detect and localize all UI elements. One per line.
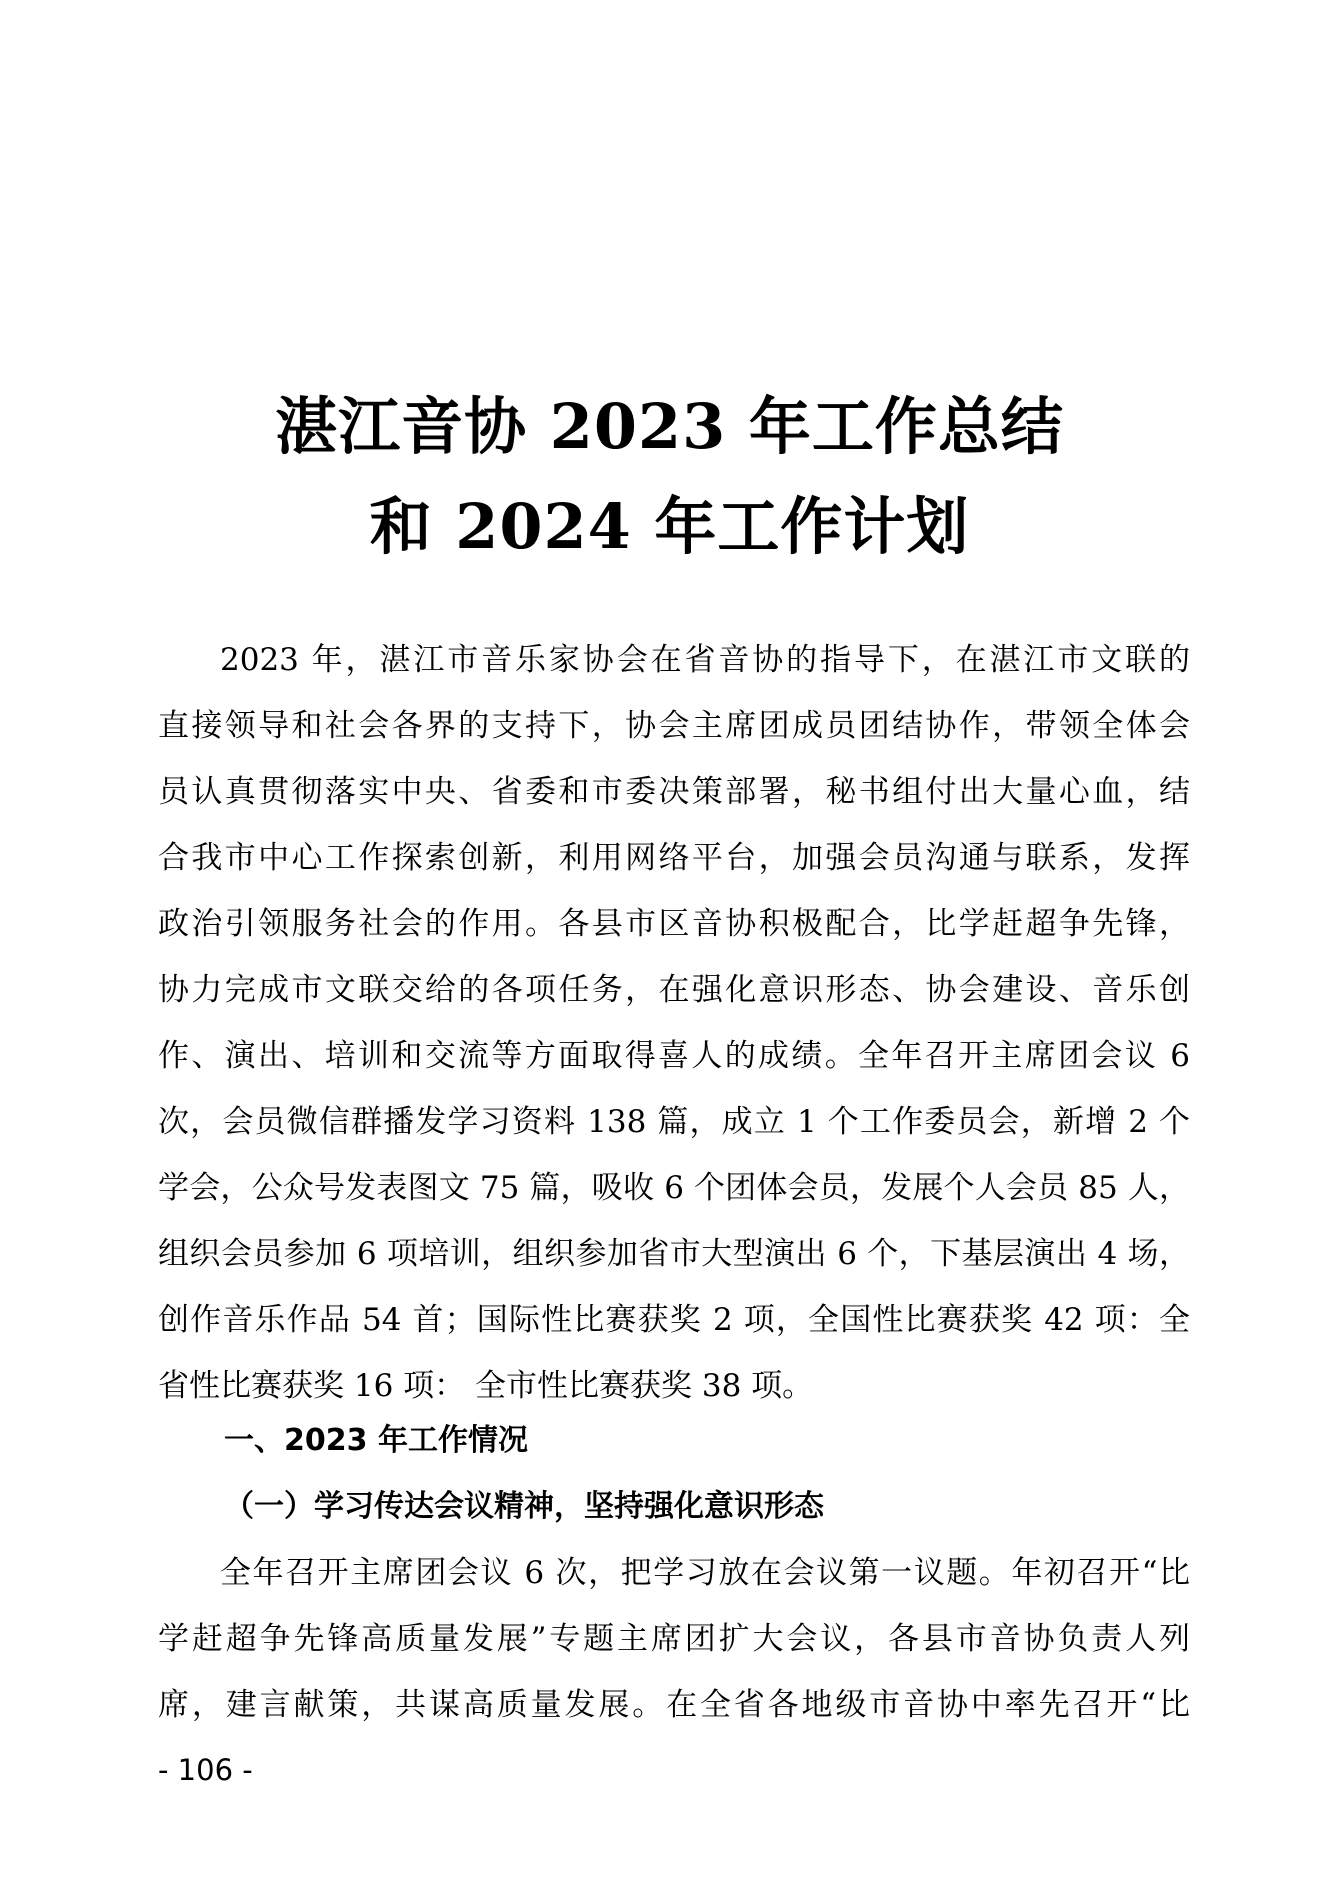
section-line: 学赶超争先锋高质量发展”专题主席团扩大会议，各县市音协负责人列 [158, 1621, 1190, 1657]
intro-line: 协力完成市文联交给的各项任务，在强化意识形态、协会建设、音乐创 [158, 972, 1190, 1008]
document-title-line-1: 湛江音协 2023 年工作总结 [275, 390, 1064, 463]
page-number: - 106 - [158, 1753, 253, 1787]
intro-line: 直接领导和社会各界的支持下，协会主席团成员团结协作，带领全体会 [158, 708, 1190, 744]
intro-line: 2023 年，湛江市音乐家协会在省音协的指导下，在湛江市文联的 [220, 642, 1190, 678]
intro-line: 省性比赛获奖 16 项： 全市性比赛获奖 38 项。 [158, 1368, 814, 1404]
section-heading: 一、2023 年工作情况 [224, 1423, 528, 1458]
intro-line: 合我市中心工作探索创新，利用网络平台，加强会员沟通与联系，发挥 [158, 840, 1190, 876]
section-line: 全年召开主席团会议 6 次，把学习放在会议第一议题。年初召开“比 [220, 1555, 1190, 1591]
intro-line: 员认真贯彻落实中央、省委和市委决策部署，秘书组付出大量心血，结 [158, 774, 1190, 810]
intro-line: 学会，公众号发表图文 75 篇，吸收 6 个团体会员，发展个人会员 85 人， [158, 1170, 1190, 1206]
section-line: 席，建言献策，共谋高质量发展。在全省各地级市音协中率先召开“比 [158, 1687, 1190, 1723]
document-title-line-2: 和 2024 年工作计划 [369, 490, 970, 563]
intro-line: 政治引领服务社会的作用。各县市区音协积极配合，比学赶超争先锋， [158, 906, 1190, 942]
section-paragraph [158, 1540, 1190, 1738]
intro-paragraph [158, 627, 1190, 1419]
intro-line: 创作音乐作品 54 首；国际性比赛获奖 2 项，全国性比赛获奖 42 项：全 [158, 1302, 1190, 1338]
intro-line: 次，会员微信群播发学习资料 138 篇，成立 1 个工作委员会，新增 2 个 [158, 1104, 1190, 1140]
subsection-heading: （一）学习传达会议精神，坚持强化意识形态 [224, 1489, 824, 1524]
intro-line: 组织会员参加 6 项培训，组织参加省市大型演出 6 个，下基层演出 4 场， [158, 1236, 1190, 1272]
intro-line: 作、演出、培训和交流等方面取得喜人的成绩。全年召开主席团会议 6 [158, 1038, 1190, 1074]
